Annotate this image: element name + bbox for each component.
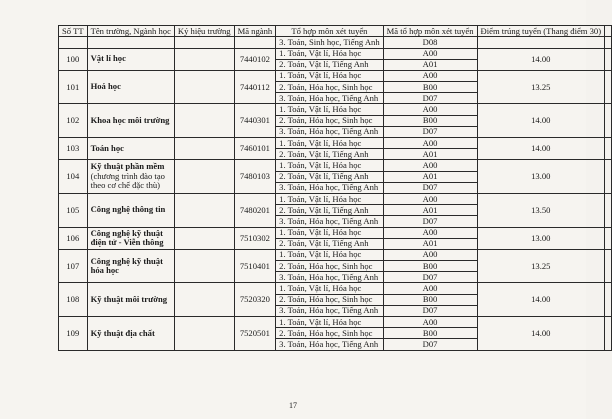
tohop-cell: 1. Toán, Vật lí, Hóa học [276,317,383,328]
tohop-cell: 1. Toán, Vật lí, Hóa học [276,227,383,238]
tohop-cell: 1. Toán, Vật lí, Hóa học [276,70,383,81]
kyhieu-cell [174,317,234,351]
kyhieu-cell [174,193,234,227]
header-tohop: Tổ hợp môn xét tuyển [276,26,383,37]
stt-cell: 100 [59,48,88,70]
tohop-code-cell: A00 [383,48,477,59]
tohop-code-cell: A01 [383,149,477,160]
blank-cell [605,70,612,104]
tohop-cell: 2. Toán, Vật lí, Tiếng Anh [276,238,383,249]
program-name: Khoa học môi trường [90,114,170,125]
tohop-cell: 2. Toán, Hóa học, Sinh học [276,294,383,305]
table-row [59,138,612,149]
program-name-cell [87,249,174,283]
stt-cell: 104 [59,160,88,194]
program-code-cell: 7480201 [234,193,276,227]
program-code-cell: 7510401 [234,249,276,283]
table-row [59,283,612,294]
tohop-cell: 2. Toán, Vật lí, Tiếng Anh [276,149,383,160]
stt-cell: 109 [59,317,88,351]
program-name-note: (chương trình đào tạo theo cơ chế đặc thù) [90,170,165,191]
tohop-cell: 1. Toán, Vật lí, Hóa học [276,104,383,115]
tohop-cell: 1. Toán, Vật lí, Hóa học [276,138,383,149]
tohop-cell: 3. Toán, Hóa học, Tiếng Anh [276,272,383,283]
tohop-cell: 1. Toán, Vật lí, Hóa học [276,193,383,204]
table-row [59,37,612,48]
score-cell: 14.00 [477,283,605,317]
header-stt: Số TT [59,26,88,37]
blank-cell [87,37,174,48]
tohop-code-cell: D08 [383,37,477,48]
blank-cell [605,193,612,227]
tohop-code-cell: A00 [383,317,477,328]
tohop-cell: 3. Toán, Hóa học, Tiếng Anh [276,339,383,350]
tohop-code-cell: D07 [383,93,477,104]
kyhieu-cell [174,104,234,138]
page-number: 17 [289,401,297,410]
program-name-cell [87,104,174,138]
score-cell: 13.25 [477,70,605,104]
program-name-cell [87,227,174,249]
program-code-cell: 7520501 [234,317,276,351]
blank-cell [605,317,612,351]
program-name-cell [87,48,174,70]
program-name-cell [87,138,174,160]
tohop-code-cell: A01 [383,59,477,70]
stt-cell: 108 [59,283,88,317]
program-code-cell: 7440112 [234,70,276,104]
blank-cell [234,37,276,48]
program-name: Toán học [90,142,124,153]
table-row [59,249,612,260]
table-header [59,26,612,37]
tohop-code-cell: A00 [383,104,477,115]
tohop-code-cell: D07 [383,182,477,193]
blank-cell [605,227,612,249]
table-row [59,104,612,115]
table-body [59,37,612,350]
tohop-code-cell: A00 [383,227,477,238]
tohop-cell: 1. Toán, Vật lí, Hóa học [276,249,383,260]
tohop-cell: 2. Toán, Vật lí, Tiếng Anh [276,171,383,182]
tohop-code-cell: A00 [383,283,477,294]
tohop-cell: 2. Toán, Hóa học, Sinh học [276,115,383,126]
tohop-code-cell: D07 [383,272,477,283]
program-code-cell: 7480103 [234,160,276,194]
tohop-code-cell: B00 [383,82,477,93]
tohop-code-cell: B00 [383,261,477,272]
kyhieu-cell [174,48,234,70]
program-name: Công nghệ thông tin [90,204,166,215]
program-name: Hoá học [90,81,121,92]
tohop-cell: 3. Toán, Hóa học, Tiếng Anh [276,305,383,316]
admissions-table [58,25,612,351]
header-ma-tohop: Mã tổ hợp môn xét tuyển [383,26,477,37]
tohop-cell: 3. Toán, Hóa học, Tiếng Anh [276,126,383,137]
tohop-cell: 3. Toán, Sinh học, Tiếng Anh [276,37,383,48]
tohop-code-cell: A00 [383,138,477,149]
program-name-cell [87,160,174,194]
tohop-cell: 1. Toán, Vật lí, Hóa học [276,160,383,171]
tohop-cell: 3. Toán, Hóa học, Tiếng Anh [276,182,383,193]
tohop-cell: 2. Toán, Vật lí, Tiếng Anh [276,205,383,216]
blank-cell [605,283,612,317]
stt-cell: 107 [59,249,88,283]
blank-cell [605,37,612,48]
blank-cell [605,48,612,70]
tohop-code-cell: B00 [383,294,477,305]
header-blank [605,26,612,37]
tohop-code-cell: D07 [383,216,477,227]
tohop-code-cell: A01 [383,205,477,216]
tohop-cell: 2. Toán, Hóa học, Sinh học [276,261,383,272]
program-code-cell: 7440102 [234,48,276,70]
kyhieu-cell [174,283,234,317]
header-ma-nganh: Mã ngành [234,26,276,37]
tohop-code-cell: D07 [383,126,477,137]
kyhieu-cell [174,227,234,249]
program-name: Kỹ thuật phần mềm [90,161,165,172]
score-cell: 13.00 [477,160,605,194]
tohop-code-cell: A00 [383,249,477,260]
blank-cell [605,160,612,194]
header-kyhieu: Ký hiệu trường [174,26,234,37]
tohop-code-cell: B00 [383,328,477,339]
tohop-code-cell: A00 [383,160,477,171]
table-row [59,160,612,171]
tohop-code-cell: A00 [383,70,477,81]
tohop-code-cell: A01 [383,238,477,249]
blank-cell [605,249,612,283]
tohop-code-cell: A00 [383,193,477,204]
tohop-cell: 2. Toán, Hóa học, Sinh học [276,328,383,339]
kyhieu-cell [174,70,234,104]
program-name-cell [87,317,174,351]
header-name: Tên trường, Ngành học [87,26,174,37]
score-cell: 13.00 [477,227,605,249]
header-diem: Điểm trúng tuyển (Thang điểm 30) [477,26,605,37]
score-cell: 14.00 [477,48,605,70]
table-row [59,317,612,328]
tohop-cell: 2. Toán, Hóa học, Sinh học [276,82,383,93]
tohop-cell: 3. Toán, Hóa học, Tiếng Anh [276,216,383,227]
program-code-cell: 7520320 [234,283,276,317]
score-cell: 13.50 [477,193,605,227]
score-cell: 13.25 [477,249,605,283]
blank-cell [605,138,612,160]
table-row [59,227,612,238]
blank-cell [605,104,612,138]
table-row [59,193,612,204]
program-code-cell: 7460101 [234,138,276,160]
table-row [59,70,612,81]
blank-cell [174,37,234,48]
score-cell: 14.00 [477,104,605,138]
stt-cell: 106 [59,227,88,249]
program-name-cell [87,283,174,317]
stt-cell: 102 [59,104,88,138]
score-cell: 14.00 [477,138,605,160]
blank-cell [59,37,88,48]
program-code-cell: 7440301 [234,104,276,138]
kyhieu-cell [174,160,234,194]
program-name-cell [87,70,174,104]
table-row [59,48,612,59]
tohop-cell: 1. Toán, Vật lí, Hóa học [276,48,383,59]
program-name: Công nghệ kỹ thuật điện tử - Viễn thông [90,227,164,248]
kyhieu-cell [174,249,234,283]
stt-cell: 105 [59,193,88,227]
score-cell: 14.00 [477,317,605,351]
kyhieu-cell [174,138,234,160]
program-name: Công nghệ kỹ thuật hóa học [90,255,163,276]
program-name: Kỹ thuật địa chất [90,327,155,338]
tohop-code-cell: D07 [383,305,477,316]
program-code-cell: 7510302 [234,227,276,249]
program-name-cell [87,193,174,227]
tohop-code-cell: D07 [383,339,477,350]
blank-cell [477,37,605,48]
tohop-code-cell: B00 [383,115,477,126]
program-name: Vật lí học [90,53,126,64]
stt-cell: 103 [59,138,88,160]
tohop-code-cell: A01 [383,171,477,182]
tohop-cell: 1. Toán, Vật lí, Hóa học [276,283,383,294]
tohop-cell: 3. Toán, Hóa học, Tiếng Anh [276,93,383,104]
tohop-cell: 2. Toán, Vật lí, Tiếng Anh [276,59,383,70]
stt-cell: 101 [59,70,88,104]
program-name: Kỹ thuật môi trường [90,293,168,304]
